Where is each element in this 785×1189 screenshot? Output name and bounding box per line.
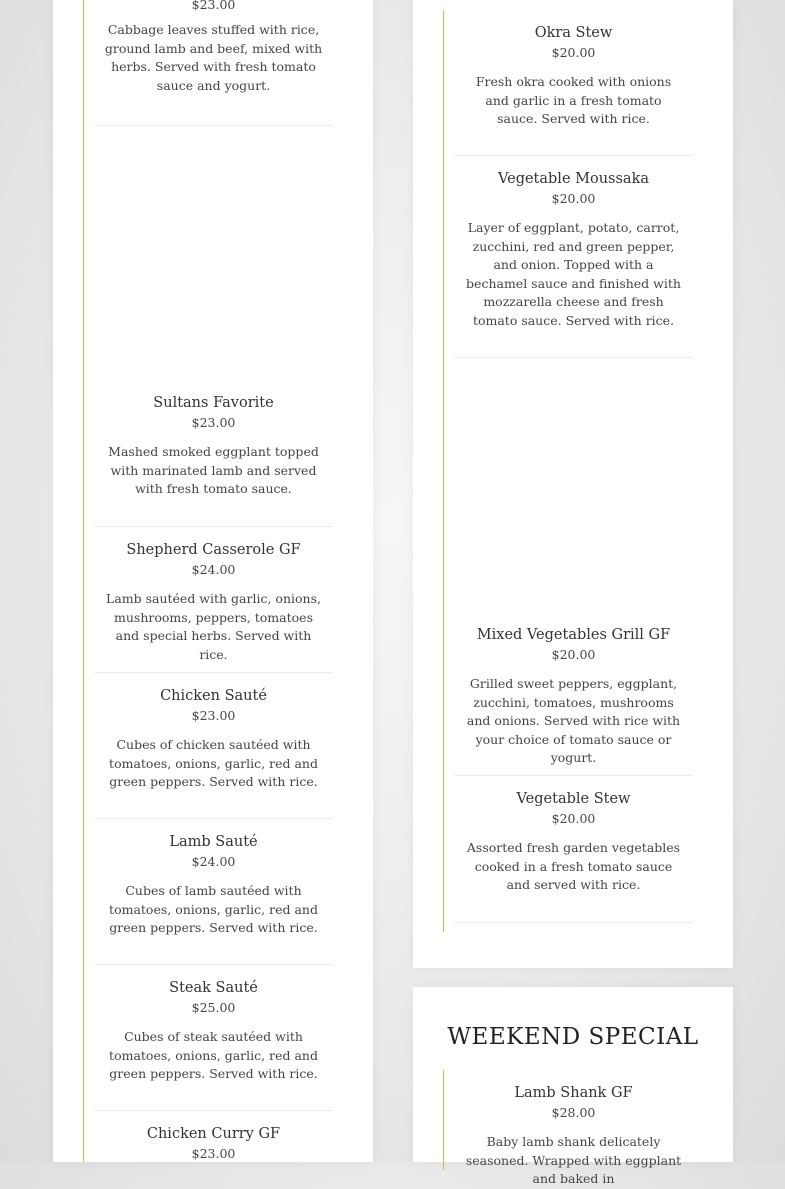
item-description: Grilled sweet peppers, eggplant, zucchini, tomatoes, mushrooms and onions. Served with rice with your choice of tomato sauce or yogurt. [466, 676, 681, 766]
item-price: $23.00 [191, 0, 236, 12]
item-divider [94, 526, 333, 527]
item-name: Mixed Vegetables Grill GF [476, 627, 671, 643]
item-divider [454, 775, 693, 776]
item-description: Lamb sautéed with garlic, onions, mushrooms, peppers, tomatoes and special herbs. Served with rice. [106, 591, 321, 662]
menu-item [94, 832, 333, 938]
item-price: $20.00 [551, 45, 596, 60]
menu-item [94, 686, 333, 792]
item-divider [94, 818, 333, 819]
item-price: $20.00 [551, 811, 596, 826]
item-price: $25.00 [191, 1000, 236, 1015]
menu-item [454, 625, 693, 768]
menu-item [454, 789, 693, 895]
accent-line [443, 10, 444, 932]
item-name: Lamb Shank GF [514, 1085, 633, 1101]
item-name: Vegetable Stew [516, 791, 631, 807]
item-name: Chicken Curry GF [146, 1126, 281, 1142]
accent-line [83, 0, 84, 1162]
item-price: $23.00 [191, 708, 236, 723]
item-description: Assorted fresh garden vegetables cooked in a fresh tomato sauce and served with rice. [466, 840, 681, 893]
item-divider [94, 672, 333, 673]
item-description: Layer of eggplant, potato, carrot, zucchini, red and green pepper, and onion. Topped with a bechamel sauce and finished with mozzarella cheese and fresh tomato sauce. Served with rice. [466, 220, 681, 328]
item-description: Baby lamb shank delicately seasoned. Wrapped with eggplant and baked in [465, 1134, 682, 1187]
accent-line [443, 1070, 444, 1170]
menu-card-right [413, 0, 733, 968]
item-price: $28.00 [551, 1105, 596, 1120]
menu-item [454, 23, 693, 129]
item-description: Cubes of steak sautéed with tomatoes, onions, garlic, red and green peppers. Served with rice. [109, 1029, 318, 1082]
menu-item [94, 1124, 333, 1163]
weekend-special-card [413, 987, 733, 1187]
item-name: Sultans Favorite [153, 395, 274, 411]
item-name: Chicken Sauté [160, 688, 267, 704]
menu-card-left [53, 0, 373, 1162]
item-price: $20.00 [551, 191, 596, 206]
item-name: Okra Stew [534, 25, 613, 41]
menu-item [454, 169, 693, 331]
menu-item [94, 393, 333, 499]
item-divider [454, 357, 693, 358]
item-description: Cubes of lamb sautéed with tomatoes, onions, garlic, red and green peppers. Served with rice. [109, 883, 318, 936]
menu-item [454, 1083, 693, 1189]
item-divider [94, 1110, 333, 1111]
item-description: Cubes of chicken sautéed with tomatoes, onions, garlic, red and green peppers. Served with rice. [109, 737, 318, 790]
item-divider [454, 922, 693, 923]
item-divider [94, 125, 333, 126]
item-price: $23.00 [191, 1146, 236, 1161]
item-price: $24.00 [191, 854, 236, 869]
item-description: Fresh okra cooked with onions and garlic in a fresh tomato sauce. Served with rice. [475, 74, 672, 127]
item-name: Vegetable Moussaka [497, 171, 650, 187]
item-price: $23.00 [191, 415, 236, 430]
menu-item [94, 540, 333, 664]
item-description: Mashed smoked eggplant topped with marinated lamb and served with fresh tomato sauce. [108, 444, 319, 497]
menu-item [94, 978, 333, 1084]
menu-item [94, 0, 333, 95]
item-name: Shepherd Casserole GF [126, 542, 301, 558]
item-divider [454, 155, 693, 156]
item-name: Lamb Sauté [169, 834, 258, 850]
item-description: Cabbage leaves stuffed with rice, ground lamb and beef, mixed with herbs. Served with fresh tomato sauce and yogurt. [104, 22, 323, 93]
item-price: $24.00 [191, 562, 236, 577]
item-name: Steak Sauté [169, 980, 258, 996]
item-divider [94, 964, 333, 965]
section-title: WEEKEND SPECIAL [447, 1024, 699, 1050]
item-price: $20.00 [551, 647, 596, 662]
